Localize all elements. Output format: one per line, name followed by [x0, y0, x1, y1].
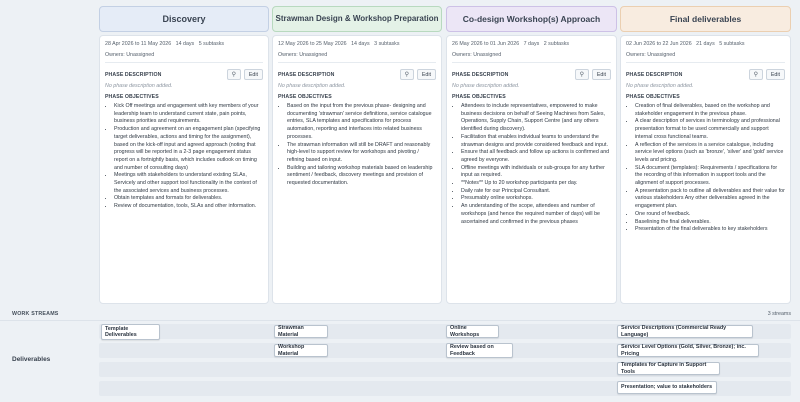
objective-item: • Meetings with stakeholders to understand existing SLAs, Servicely and other support tool functionality in the context of the associated services and business processes.: [114, 172, 263, 195]
divider: [0, 320, 800, 321]
objective-item: • Attendees to include representatives, empowered to make business decisions on behalf of Seeing Machines from Sales, Operations, Supply Chain, Support Centre (and any others identified during discovery).: [461, 103, 611, 134]
magnifier-icon[interactable]: ⚲: [749, 69, 763, 80]
phase-dates: 28 Apr 2026 to 11 May 2026: [105, 41, 172, 47]
phase-days: 21 days: [696, 41, 715, 47]
magnifier-icon[interactable]: ⚲: [575, 69, 589, 80]
phase-days: 14 days: [175, 41, 195, 47]
deliverable-chip[interactable]: Review based on Feedback: [446, 343, 513, 358]
phase-card-strawman: [272, 35, 442, 304]
description-label: PHASE DESCRIPTION: [626, 71, 683, 78]
objective-item: • SLA document (templates): Requirements / specifications for the recording of this information in support tools and the alignment of support processes.: [635, 165, 785, 188]
phase-card-discovery: [99, 35, 269, 304]
objectives-list: [278, 103, 436, 188]
left-gutter: [0, 0, 98, 402]
deliverable-chip[interactable]: Service Descriptions (Commercial Ready Language): [617, 325, 753, 338]
description-row: [278, 69, 436, 80]
description-row: [105, 69, 263, 80]
description-label: PHASE DESCRIPTION: [278, 71, 335, 78]
phase-meta: [105, 41, 263, 47]
objective-item: • Creation of final deliverables, based on the workshop and stakeholder engagement in the previous phase.: [635, 103, 785, 118]
objective-item: • Building and tailoring workshop materials based on leadership sentiment / feedback, discovery meetings and provision of requested documentation.: [287, 165, 436, 188]
objective-item: • One round of feedback.: [635, 211, 785, 219]
phase-owners: Owners: Unassigned: [452, 52, 611, 63]
objective-item: • An understanding of the scope, attendees and number of workshops (and hence the required number of days) will be ascertained and confirmed in the previous phases: [461, 203, 611, 226]
objectives-list: [452, 103, 611, 226]
description-actions: [575, 69, 611, 80]
objective-item: • Ensure that all feedback and follow up actions is confirmed and agreed by everyone.: [461, 149, 611, 164]
phase-dates: 12 May 2026 to 25 May 2026: [278, 41, 347, 47]
phase-meta: [278, 41, 436, 47]
phase-card-final: [620, 35, 791, 304]
edit-button[interactable]: Edit: [592, 69, 611, 80]
phase-meta: [452, 41, 611, 47]
deliverable-chip[interactable]: Templates for Capture in Support Tools: [617, 362, 720, 375]
phase-subtasks: 3 subtasks: [374, 41, 400, 47]
phase-header-final[interactable]: [620, 6, 791, 32]
objectives-label: PHASE OBJECTIVES: [105, 94, 159, 100]
objective-item: • Obtain templates and formats for deliverables.: [114, 195, 263, 203]
workstreams-count: 3 streams: [767, 311, 791, 317]
description-actions: [227, 69, 263, 80]
objective-item: • Review of documentation, tools, SLAs and other information.: [114, 203, 263, 211]
objective-item: • **Notes** Up to 20 workshop participants per day.: [461, 180, 611, 188]
objective-item: • A reflection of the services in a service catalogue, including service level options (such as 'bronze', 'silver' and 'gold' service levels and pricing.: [635, 142, 785, 165]
magnifier-icon[interactable]: ⚲: [400, 69, 414, 80]
phase-owners: Owners: Unassigned: [105, 52, 263, 63]
objective-item: • Based on the input from the previous phase- designing and documenting 'strawman' service definitions, service catalogue entries, SLA templates and specifications for process automation, reporting and interfaces into related business processes.: [287, 103, 436, 142]
deliverable-chip[interactable]: Template Deliverables: [101, 324, 160, 340]
objective-item: • Daily rate for our Principal Consultant.: [461, 188, 611, 196]
phase-meta: [626, 41, 785, 47]
phase-header-discovery[interactable]: [99, 6, 269, 32]
phase-dates: 26 May 2026 to 01 Jun 2026: [452, 41, 520, 47]
description-actions: [749, 69, 785, 80]
deliverable-chip[interactable]: Workshop Material: [274, 344, 328, 357]
edit-button[interactable]: Edit: [417, 69, 436, 80]
phase-dates: 02 Jun 2026 to 22 Jun 2026: [626, 41, 692, 47]
description-actions: [400, 69, 436, 80]
workstreams-label: WORK STREAMS: [12, 311, 59, 317]
phase-subtasks: 2 subtasks: [543, 41, 570, 47]
no-description-text: No phase description added.: [278, 83, 346, 89]
no-description-text: No phase description added.: [452, 83, 520, 89]
phase-subtasks: 5 subtasks: [719, 41, 745, 47]
objectives-list: [105, 103, 263, 211]
objective-item: • Kick Off meetings and engagement with key members of your leadership team to understand current state, pain points, business priorities and requirements.: [114, 103, 263, 126]
phase-header-codesign[interactable]: [446, 6, 617, 32]
objective-item: • Presumably online workshops.: [461, 195, 611, 203]
deliverable-chip[interactable]: Service Level Options (Gold, Silver, Bronze); inc. Pricing: [617, 344, 759, 357]
description-row: [452, 69, 611, 80]
phase-owners: Owners: Unassigned: [278, 52, 436, 63]
objectives-label: PHASE OBJECTIVES: [626, 94, 680, 100]
phase-header-strawman[interactable]: [272, 6, 442, 32]
edit-button[interactable]: Edit: [244, 69, 263, 80]
description-row: [626, 69, 785, 80]
phase-title: Final deliverables: [669, 14, 742, 24]
magnifier-icon[interactable]: ⚲: [227, 69, 241, 80]
deliverable-chip[interactable]: Strawman Material: [274, 325, 328, 338]
phase-days: 7 days: [523, 41, 540, 47]
deliverable-chip[interactable]: Online Workshops: [446, 325, 499, 338]
objective-item: • Production and agreement on an engagement plan (specifying target deliverables, actions and timing for the assignment), based on the kick-off input and agreed approach (noting that progress will be reported in a 2-3 page engagement status report on a fortnightly basis, which includes outlook on timing and number of consulting days): [114, 126, 263, 172]
objective-item: • Facilitation that enables individual teams to understand the strawman designs and provide considered feedback and input.: [461, 134, 611, 149]
objective-item: • Offline meetings with individuals or sub-groups for any further input as required.: [461, 165, 611, 180]
objectives-label: PHASE OBJECTIVES: [278, 94, 332, 100]
deliverable-chip[interactable]: Presentation; value to stakeholders: [617, 381, 717, 394]
objective-item: • A presentation pack to outline all deliverables and their value for various stakeholders Any other deliverables agreed in the engagement plan.: [635, 188, 785, 211]
phase-days: 14 days: [351, 41, 370, 47]
objective-item: • The strawman information will still be DRAFT and reasonably high-level to support review for workshops and pivoting / refining based on input.: [287, 142, 436, 165]
no-description-text: No phase description added.: [626, 83, 694, 89]
phase-title: Co-design Workshop(s) Approach: [462, 14, 601, 24]
phase-subtasks: 5 subtasks: [198, 41, 225, 47]
description-label: PHASE DESCRIPTION: [105, 71, 162, 78]
objectives-list: [626, 103, 785, 234]
phase-title: Discovery: [162, 14, 206, 24]
no-description-text: No phase description added.: [105, 83, 173, 89]
objectives-label: PHASE OBJECTIVES: [452, 94, 506, 100]
objective-item: • Baselining the final deliverables.: [635, 219, 785, 227]
edit-button[interactable]: Edit: [766, 69, 785, 80]
phase-title: Strawman Design & Workshop Preparation: [275, 14, 439, 23]
description-label: PHASE DESCRIPTION: [452, 71, 509, 78]
phase-owners: Owners: Unassigned: [626, 52, 785, 63]
phase-card-codesign: [446, 35, 617, 304]
objective-item: • A clear description of services in terminology and professional presentation format to be used commercially and support internal cross functional teams.: [635, 118, 785, 141]
deliverables-label: Deliverables: [12, 356, 51, 363]
objective-item: • Presentation of the final deliverables to key stakeholders: [635, 226, 785, 234]
